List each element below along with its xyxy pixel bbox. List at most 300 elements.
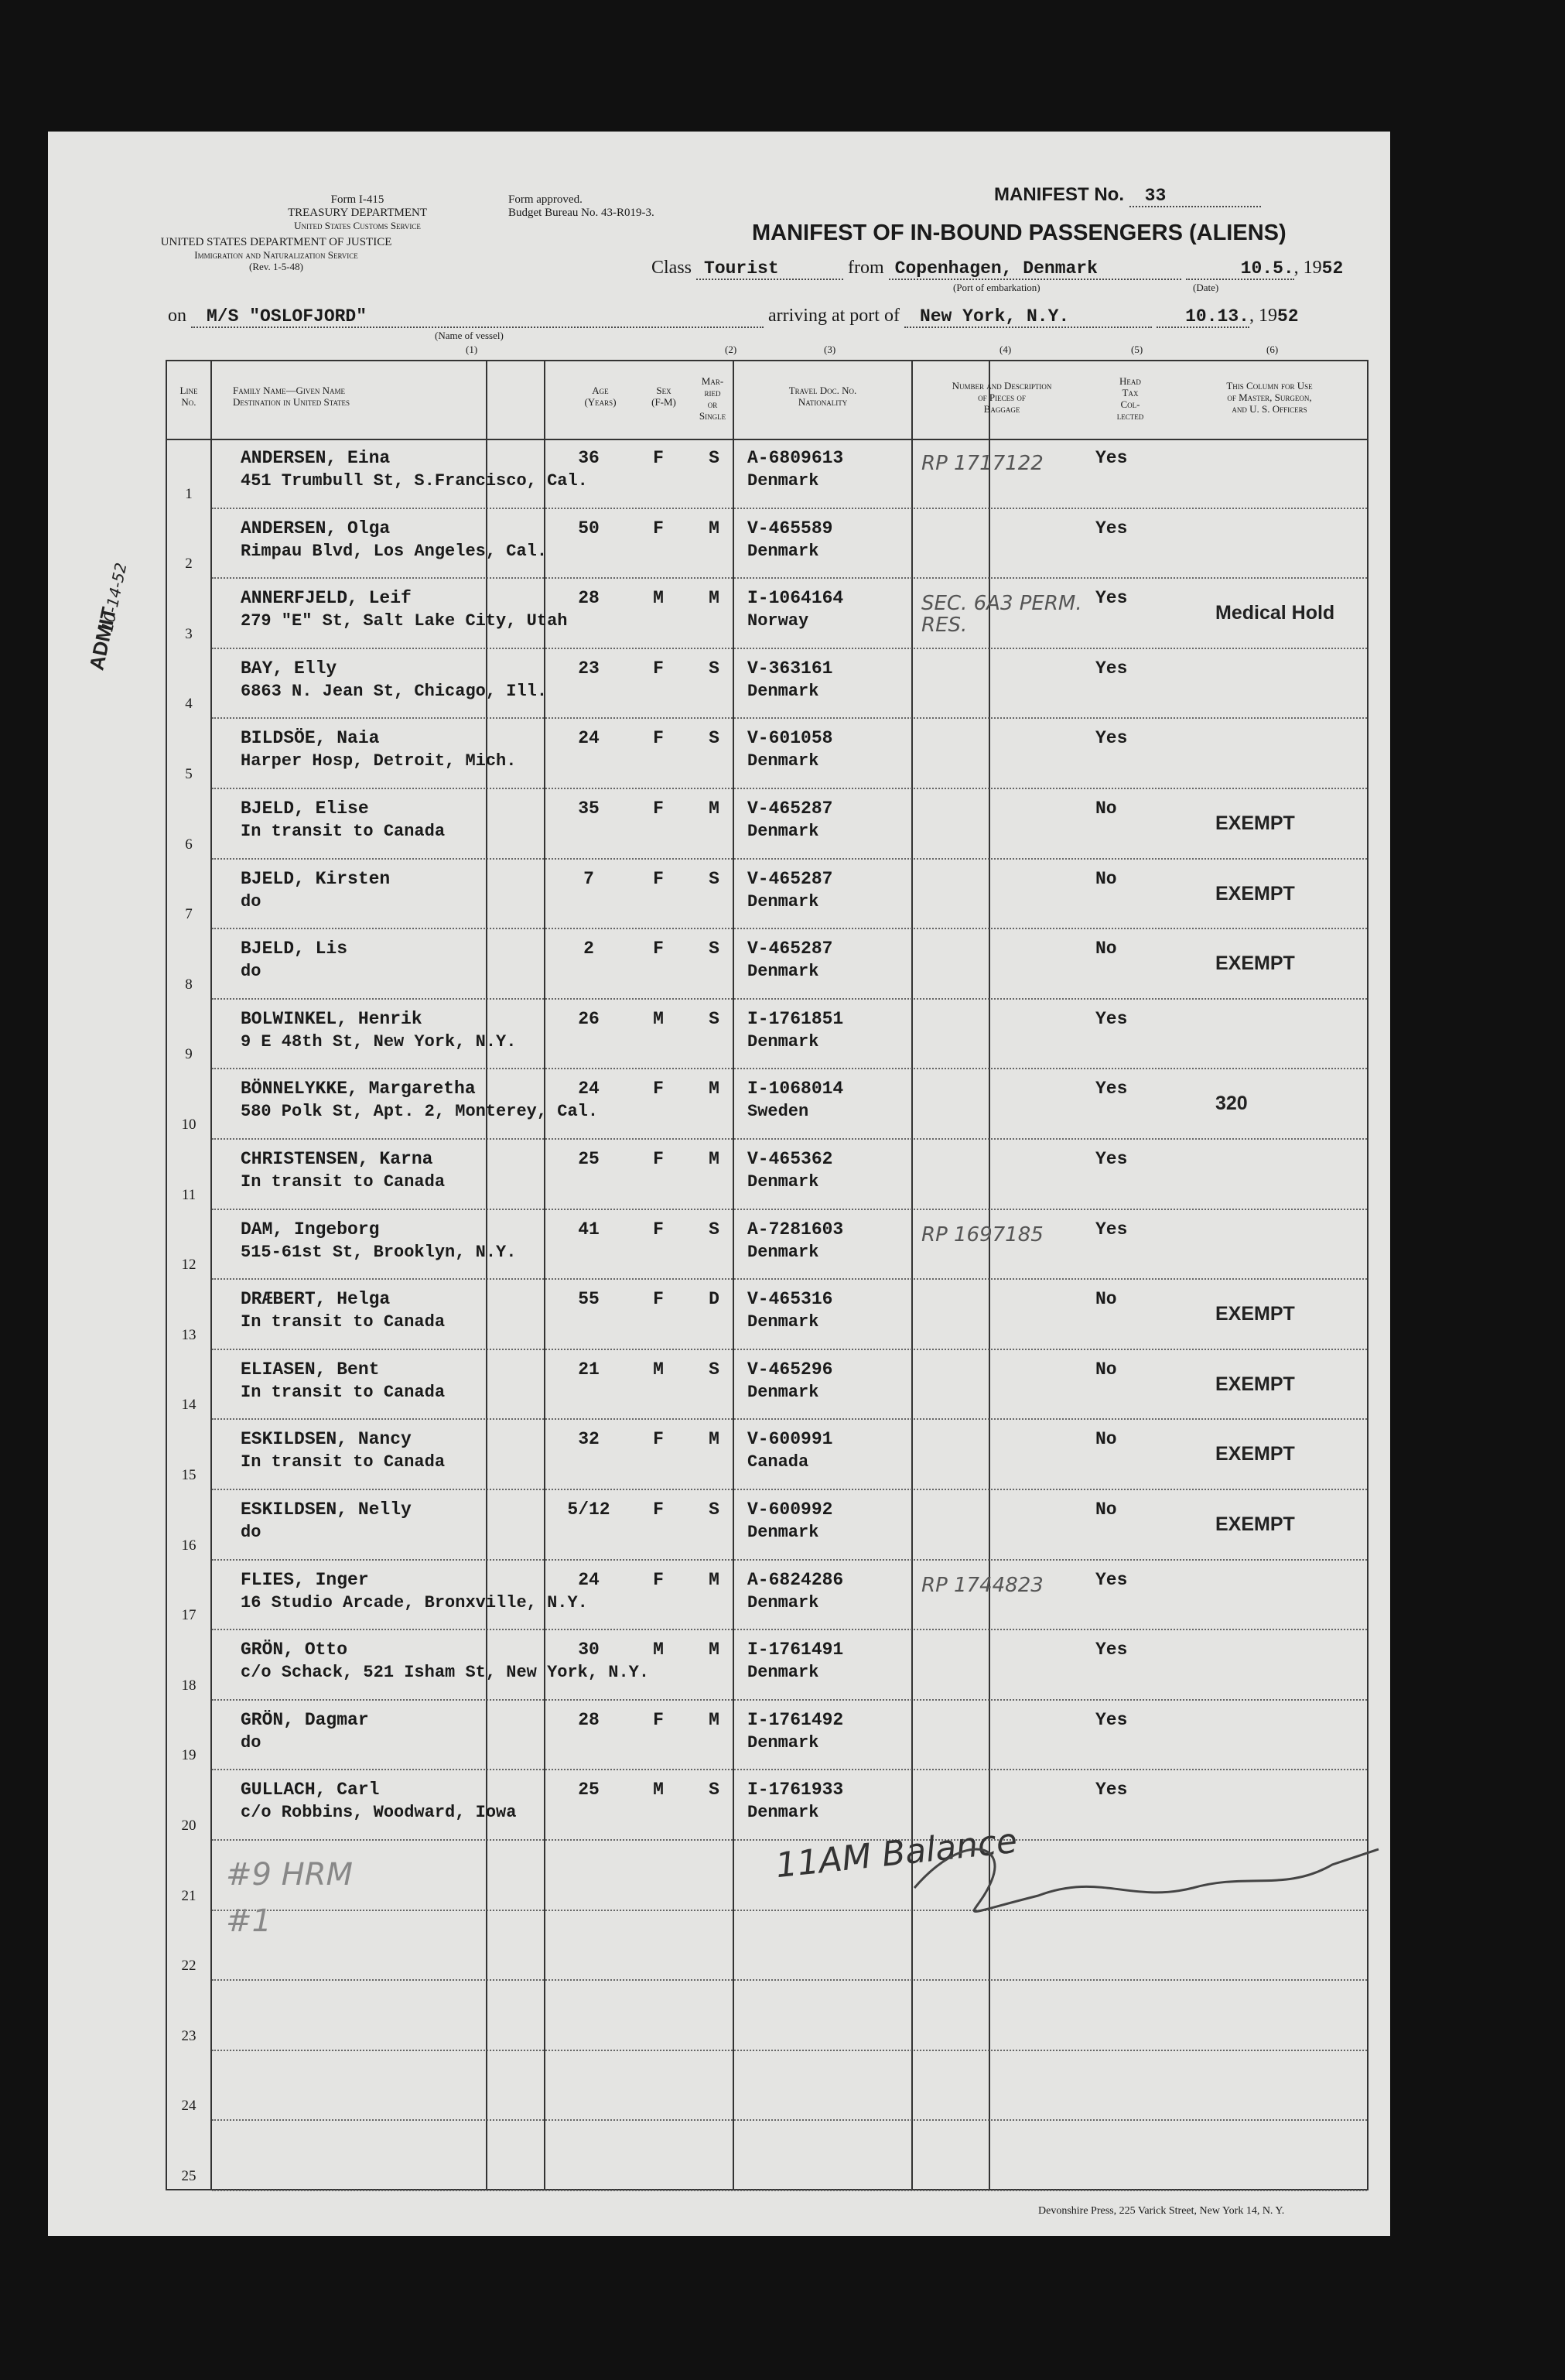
table-row xyxy=(167,2121,1367,2191)
header-text: Family Name—Given Name xyxy=(233,385,345,396)
line-number: 8 xyxy=(185,976,193,993)
table-row xyxy=(167,1140,1367,1210)
sex: F xyxy=(653,1219,664,1240)
nationality: Denmark xyxy=(747,541,819,561)
header-text: (Years) xyxy=(584,396,617,408)
officer-note: EXEMPT xyxy=(1215,1513,1295,1535)
vessel-row xyxy=(168,306,1299,328)
header-text: This Column for Use xyxy=(1226,380,1313,392)
sex: F xyxy=(653,658,664,679)
marital-status: M xyxy=(709,518,719,539)
passenger-name: BJELD, Lis xyxy=(241,939,348,959)
marital-status: M xyxy=(709,1640,719,1660)
embarkation-port: Copenhagen, Denmark xyxy=(889,258,1181,280)
manifest-sheet xyxy=(48,132,1390,2236)
table-row xyxy=(167,1981,1367,2051)
header-text: (F-M) xyxy=(651,396,676,408)
header-officers xyxy=(1173,380,1366,415)
arriving-label: arriving at port of xyxy=(768,306,900,326)
arrival-year: 52 xyxy=(1276,306,1299,327)
line-number: 16 xyxy=(181,1537,196,1554)
destination: 515-61st St, Brooklyn, N.Y. xyxy=(241,1242,517,1262)
travel-doc-number: A-7281603 xyxy=(747,1219,844,1240)
sex: M xyxy=(653,1359,664,1380)
age: 28 xyxy=(578,588,600,609)
budget-bureau: Budget Bureau No. 43-R019-3. xyxy=(508,207,654,219)
passenger-name: GRÖN, Otto xyxy=(241,1640,348,1660)
passenger-name: BILDSÖE, Naia xyxy=(241,728,380,749)
passenger-name: ANDERSEN, Eina xyxy=(241,448,391,468)
line-number: 5 xyxy=(185,765,193,782)
nationality: Denmark xyxy=(747,1382,819,1402)
table-row xyxy=(167,1420,1367,1490)
sex: F xyxy=(653,868,664,889)
table-row xyxy=(167,1350,1367,1421)
travel-doc-number: V-600991 xyxy=(747,1429,833,1450)
table-row xyxy=(167,509,1367,580)
arrival-year-prefix: , 19 xyxy=(1249,306,1277,326)
passenger-name: GULLACH, Carl xyxy=(241,1780,380,1800)
nationality: Denmark xyxy=(747,681,819,701)
head-tax: No xyxy=(1095,1499,1117,1520)
travel-doc-number: V-600992 xyxy=(747,1499,833,1520)
marital-status: D xyxy=(709,1289,719,1310)
sex: F xyxy=(653,1079,664,1099)
head-tax: Yes xyxy=(1095,1780,1128,1800)
passenger-name: BAY, Elly xyxy=(241,658,337,679)
header-text: Baggage xyxy=(983,403,1020,415)
travel-doc-number: V-601058 xyxy=(747,728,833,749)
line-number: 24 xyxy=(181,2098,196,2115)
from-label: from xyxy=(848,258,884,278)
head-tax: Yes xyxy=(1095,448,1128,468)
officer-note: EXEMPT xyxy=(1215,1303,1295,1325)
line-number: 23 xyxy=(181,2027,196,2044)
line-number: 25 xyxy=(181,2167,196,2184)
header-text: Number and Description xyxy=(952,380,1052,392)
col-label-1: (1) xyxy=(466,344,478,355)
baggage-note: RP 1717122 xyxy=(921,452,1044,475)
marital-status: S xyxy=(709,1359,719,1380)
age: 30 xyxy=(578,1640,600,1660)
table-row xyxy=(167,1069,1367,1140)
manifest-number-row xyxy=(994,184,1261,207)
line-number: 19 xyxy=(181,1747,196,1764)
age: 35 xyxy=(578,798,600,819)
col-label-4: (4) xyxy=(999,344,1012,355)
marital-status: M xyxy=(709,1149,719,1169)
line-number: 1 xyxy=(185,485,193,502)
destination: 6863 N. Jean St, Chicago, Ill. xyxy=(241,681,548,701)
header-text: Single xyxy=(699,410,726,422)
class-label: Class xyxy=(651,258,692,278)
head-tax: Yes xyxy=(1095,588,1128,609)
nationality: Denmark xyxy=(747,962,819,982)
header-text: Tax xyxy=(1122,387,1139,398)
line-number: 4 xyxy=(185,696,193,713)
head-tax: Yes xyxy=(1095,1640,1128,1660)
col-label-3: (3) xyxy=(824,344,836,355)
travel-doc-number: V-465296 xyxy=(747,1359,833,1380)
destination: do xyxy=(241,1523,261,1542)
sex: F xyxy=(653,728,664,749)
header-line-no xyxy=(167,385,210,408)
table-row xyxy=(167,1000,1367,1070)
header-text: Line xyxy=(179,385,198,396)
header-text: ried xyxy=(704,387,721,398)
line-number: 6 xyxy=(185,836,193,853)
officer-note: EXEMPT xyxy=(1215,1373,1295,1395)
destination: do xyxy=(241,1732,261,1753)
travel-doc-number: I-1064164 xyxy=(747,588,844,609)
head-tax: No xyxy=(1095,1359,1117,1380)
marital-status: S xyxy=(709,868,719,889)
col-label-6: (6) xyxy=(1266,344,1279,355)
line-number: 3 xyxy=(185,625,193,642)
marital-status: M xyxy=(709,1709,719,1730)
destination: In transit to Canada xyxy=(241,1312,446,1332)
sex: F xyxy=(653,1709,664,1730)
form-number: Form I-415 xyxy=(330,193,384,206)
age: 36 xyxy=(578,448,600,468)
age: 23 xyxy=(578,658,600,679)
left-note-1: #9 HRM xyxy=(226,1857,354,1893)
left-note-2: #1 xyxy=(226,1903,272,1939)
travel-doc-number: I-1761491 xyxy=(747,1640,844,1660)
marital-status: S xyxy=(709,658,719,679)
head-tax: No xyxy=(1095,868,1117,889)
sex: F xyxy=(653,798,664,819)
sex: M xyxy=(653,1008,664,1029)
departure-date: 10.5. xyxy=(1186,258,1294,280)
destination: Harper Hosp, Detroit, Mich. xyxy=(241,751,517,771)
justice-department: UNITED STATES DEPARTMENT OF JUSTICE xyxy=(160,236,392,248)
table-row xyxy=(167,1210,1367,1281)
head-tax: No xyxy=(1095,1429,1117,1450)
header-married xyxy=(693,375,732,422)
age: 24 xyxy=(578,1569,600,1590)
destination: do xyxy=(241,891,261,911)
form-header-left xyxy=(241,193,473,231)
travel-doc-number: V-465316 xyxy=(747,1289,833,1310)
header-baggage xyxy=(913,380,1091,415)
head-tax: No xyxy=(1095,1289,1117,1310)
header-text: No. xyxy=(181,396,196,408)
destination: In transit to Canada xyxy=(241,1382,446,1402)
departure-year-prefix: , 19 xyxy=(1293,258,1322,278)
header-name xyxy=(233,385,403,408)
head-tax: Yes xyxy=(1095,1149,1128,1169)
destination: c/o Robbins, Woodward, Iowa xyxy=(241,1803,517,1823)
marital-status: S xyxy=(709,1499,719,1520)
nationality: Denmark xyxy=(747,1663,819,1683)
marital-status: M xyxy=(709,588,719,609)
table-row xyxy=(167,439,1367,509)
table-row xyxy=(167,789,1367,860)
head-tax: Yes xyxy=(1095,658,1128,679)
travel-doc-number: A-6824286 xyxy=(747,1569,844,1590)
nationality: Norway xyxy=(747,611,809,631)
class-row xyxy=(651,258,1343,280)
on-label: on xyxy=(168,306,186,326)
destination: 279 "E" St, Salt Lake City, Utah xyxy=(241,611,568,631)
nationality: Canada xyxy=(747,1452,809,1472)
header-text: of Master, Surgeon, xyxy=(1227,392,1312,403)
admit-stamp: ADMIT xyxy=(84,605,121,672)
travel-doc-number: I-1761492 xyxy=(747,1709,844,1730)
line-number: 2 xyxy=(185,556,193,573)
age: 41 xyxy=(578,1219,600,1240)
printer-footer: Devonshire Press, 225 Varick Street, New York 14, N. Y. xyxy=(1038,2205,1285,2217)
header-text: of Pieces of xyxy=(978,392,1026,403)
destination: In transit to Canada xyxy=(241,1172,446,1192)
sex: F xyxy=(653,1499,664,1520)
sex: F xyxy=(653,448,664,468)
sex: M xyxy=(653,1780,664,1800)
nationality: Denmark xyxy=(747,1031,819,1052)
treasury-department: TREASURY DEPARTMENT xyxy=(287,207,428,219)
marital-status: S xyxy=(709,1008,719,1029)
age: 26 xyxy=(578,1008,600,1029)
nationality: Denmark xyxy=(747,1312,819,1332)
form-approval xyxy=(508,193,654,220)
col-label-5: (5) xyxy=(1131,344,1143,355)
head-tax: No xyxy=(1095,798,1117,819)
passenger-name: BJELD, Elise xyxy=(241,798,369,819)
age: 55 xyxy=(578,1289,600,1310)
ins-service: Immigration and Naturalization Service xyxy=(194,249,358,261)
table-row xyxy=(167,719,1367,789)
passenger-name: ELIASEN, Bent xyxy=(241,1359,380,1380)
header-text: and U. S. Officers xyxy=(1232,403,1307,415)
age: 28 xyxy=(578,1709,600,1730)
line-number: 17 xyxy=(181,1607,196,1624)
header-text: Destination in United States xyxy=(233,396,350,408)
line-number: 20 xyxy=(181,1817,196,1834)
passenger-name: ANDERSEN, Olga xyxy=(241,518,391,539)
passenger-name: BOLWINKEL, Henrik xyxy=(241,1008,422,1029)
arrival-date: 10.13. xyxy=(1157,306,1249,328)
travel-doc-number: A-6809613 xyxy=(747,448,844,468)
nationality: Denmark xyxy=(747,891,819,911)
nationality: Denmark xyxy=(747,471,819,491)
destination: 16 Studio Arcade, Bronxville, N.Y. xyxy=(241,1592,588,1612)
table-row xyxy=(167,1561,1367,1631)
header-text: Travel Doc. No. xyxy=(788,385,857,396)
header-text: Head xyxy=(1119,375,1141,387)
header-sex xyxy=(641,385,687,408)
nationality: Denmark xyxy=(747,1523,819,1542)
age: 2 xyxy=(583,939,594,959)
justice-header xyxy=(160,236,392,272)
passenger-name: FLIES, Inger xyxy=(241,1569,369,1590)
vessel-name: M/S "OSLOFJORD" xyxy=(191,306,764,328)
header-text: Sex xyxy=(656,385,671,396)
destination: c/o Schack, 521 Isham St, New York, N.Y. xyxy=(241,1663,650,1683)
table-row xyxy=(167,649,1367,720)
head-tax: Yes xyxy=(1095,728,1128,749)
header-text: Nationality xyxy=(798,396,848,408)
table-row xyxy=(167,1490,1367,1561)
revision: (Rev. 1-5-48) xyxy=(249,261,303,272)
line-number: 9 xyxy=(185,1046,193,1063)
sex: F xyxy=(653,939,664,959)
line-number: 21 xyxy=(181,1887,196,1904)
customs-service: United States Customs Service xyxy=(294,220,421,231)
nationality: Sweden xyxy=(747,1102,809,1122)
line-number: 15 xyxy=(181,1466,196,1483)
line-number: 14 xyxy=(181,1397,196,1414)
travel-doc-number: I-1761933 xyxy=(747,1780,844,1800)
head-tax: Yes xyxy=(1095,1219,1128,1240)
row-divider xyxy=(212,2190,1367,2192)
age: 5/12 xyxy=(567,1499,610,1520)
table-row xyxy=(167,860,1367,930)
head-tax: No xyxy=(1095,939,1117,959)
nationality: Denmark xyxy=(747,1803,819,1823)
line-number: 11 xyxy=(181,1186,196,1203)
line-number: 22 xyxy=(181,1958,196,1975)
departure-year: 52 xyxy=(1321,258,1344,279)
manifest-number: 33 xyxy=(1129,186,1261,207)
marital-status: S xyxy=(709,448,719,468)
line-number: 7 xyxy=(185,906,193,923)
col-label-2: (2) xyxy=(725,344,737,355)
destination: 580 Polk St, Apt. 2, Monterey, Cal. xyxy=(241,1102,599,1122)
destination: 9 E 48th St, New York, N.Y. xyxy=(241,1031,517,1052)
marital-status: S xyxy=(709,1780,719,1800)
sex: M xyxy=(653,588,664,609)
marital-status: M xyxy=(709,798,719,819)
nationality: Denmark xyxy=(747,1242,819,1262)
sex: M xyxy=(653,1640,664,1660)
header-text: or xyxy=(707,398,718,410)
officer-note: EXEMPT xyxy=(1215,1443,1295,1465)
header-travel-doc xyxy=(740,385,906,408)
head-tax: Yes xyxy=(1095,518,1128,539)
passenger-name: CHRISTENSEN, Karna xyxy=(241,1149,433,1169)
age: 24 xyxy=(578,728,600,749)
table-row xyxy=(167,1280,1367,1350)
officer-note: EXEMPT xyxy=(1215,882,1295,904)
destination: Rimpau Blvd, Los Angeles, Cal. xyxy=(241,541,548,561)
marital-status: S xyxy=(709,939,719,959)
header-age xyxy=(569,385,631,408)
nationality: Denmark xyxy=(747,822,819,841)
marital-status: M xyxy=(709,1569,719,1590)
nationality: Denmark xyxy=(747,1732,819,1753)
passenger-name: DAM, Ingeborg xyxy=(241,1219,380,1240)
arrival-port: New York, N.Y. xyxy=(904,306,1152,328)
signature xyxy=(899,1818,1394,1927)
destination: In transit to Canada xyxy=(241,1452,446,1472)
admit-date: 10-14-52 xyxy=(97,561,131,634)
line-number: 18 xyxy=(181,1677,196,1694)
passenger-name: BÖNNELYKKE, Margaretha xyxy=(241,1079,476,1099)
baggage-note: SEC. 6A3 PERM. RES. xyxy=(921,592,1082,638)
nationality: Denmark xyxy=(747,1172,819,1192)
header-text: lected xyxy=(1116,410,1144,422)
age: 32 xyxy=(578,1429,600,1450)
passenger-name: GRÖN, Dagmar xyxy=(241,1709,369,1730)
head-tax: Yes xyxy=(1095,1079,1128,1099)
header-text: Mar- xyxy=(701,375,724,387)
table-row xyxy=(167,929,1367,1000)
travel-doc-number: V-465287 xyxy=(747,798,833,819)
officer-note: EXEMPT xyxy=(1215,812,1295,834)
age: 7 xyxy=(583,868,594,889)
head-tax: Yes xyxy=(1095,1008,1128,1029)
sex: F xyxy=(653,1429,664,1450)
baggage-note: RP 1697185 xyxy=(921,1222,1044,1246)
destination: 451 Trumbull St, S.Francisco, Cal. xyxy=(241,471,588,491)
passenger-name: ESKILDSEN, Nancy xyxy=(241,1429,412,1450)
travel-doc-number: I-1068014 xyxy=(747,1079,844,1099)
sex: F xyxy=(653,1569,664,1590)
page-title: MANIFEST OF IN-BOUND PASSENGERS (ALIENS) xyxy=(752,221,1287,245)
marital-status: M xyxy=(709,1079,719,1099)
line-number: 12 xyxy=(181,1257,196,1274)
table-row xyxy=(167,2051,1367,2122)
class-value: Tourist xyxy=(696,258,843,280)
balance-note: 11AM Balance xyxy=(774,1821,1020,1886)
line-number: 10 xyxy=(181,1116,196,1133)
age: 21 xyxy=(578,1359,600,1380)
travel-doc-number: V-465589 xyxy=(747,518,833,539)
header-head-tax xyxy=(1092,375,1169,422)
destination: do xyxy=(241,962,261,982)
passenger-name: DRÆBERT, Helga xyxy=(241,1289,391,1310)
travel-doc-number: V-465287 xyxy=(747,868,833,889)
nationality: Denmark xyxy=(747,1592,819,1612)
marital-status: S xyxy=(709,728,719,749)
sex: F xyxy=(653,518,664,539)
passenger-name: ANNERFJELD, Leif xyxy=(241,588,412,609)
marital-status: M xyxy=(709,1429,719,1450)
passenger-name: ESKILDSEN, Nelly xyxy=(241,1499,412,1520)
header-text: Col- xyxy=(1120,398,1140,410)
age: 50 xyxy=(578,518,600,539)
table-row xyxy=(167,1630,1367,1701)
destination: In transit to Canada xyxy=(241,822,446,841)
age: 24 xyxy=(578,1079,600,1099)
officer-note: Medical Hold xyxy=(1215,602,1335,624)
nationality: Denmark xyxy=(747,751,819,771)
port-caption: (Port of embarkation) xyxy=(953,282,1040,293)
travel-doc-number: I-1761851 xyxy=(747,1008,844,1029)
officer-note: 320 xyxy=(1215,1093,1248,1115)
passenger-name: BJELD, Kirsten xyxy=(241,868,391,889)
date-caption: (Date) xyxy=(1193,282,1219,293)
manifest-label: MANIFEST No. xyxy=(994,184,1124,205)
age: 25 xyxy=(578,1780,600,1800)
line-number: 13 xyxy=(181,1326,196,1343)
head-tax: Yes xyxy=(1095,1569,1128,1590)
sex: F xyxy=(653,1289,664,1310)
baggage-note: RP 1744823 xyxy=(921,1573,1044,1597)
marital-status: S xyxy=(709,1219,719,1240)
officer-note: EXEMPT xyxy=(1215,952,1295,975)
header-text: Age xyxy=(592,385,609,396)
sex: F xyxy=(653,1149,664,1169)
travel-doc-number: V-465287 xyxy=(747,939,833,959)
vessel-caption: (Name of vessel) xyxy=(435,330,504,341)
form-approved: Form approved. xyxy=(508,193,583,206)
age: 25 xyxy=(578,1149,600,1169)
table-row xyxy=(167,579,1367,649)
head-tax: Yes xyxy=(1095,1709,1128,1730)
travel-doc-number: V-465362 xyxy=(747,1149,833,1169)
